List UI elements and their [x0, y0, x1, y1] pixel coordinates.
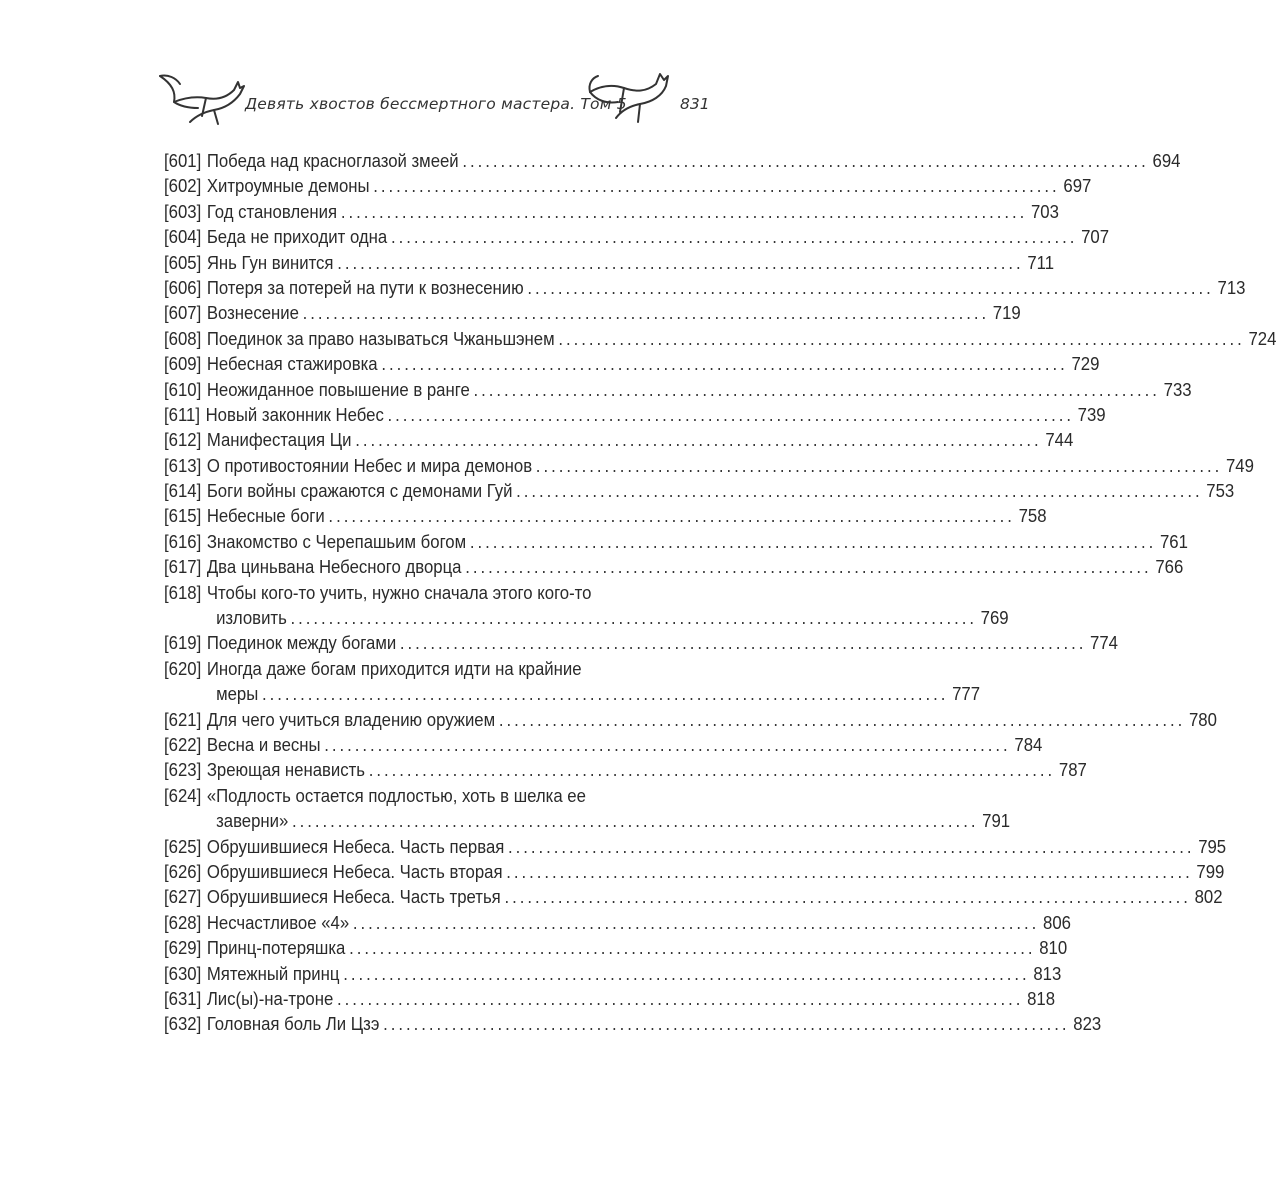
chapter-page: 739 [1077, 404, 1106, 425]
chapter-number: [608] [164, 328, 202, 349]
chapter-title: Поединок за право называться Чжаньшэнем [206, 328, 555, 349]
chapter-title: Новый законник Небес [205, 404, 384, 425]
chapter-number: [626] [164, 861, 202, 882]
chapter-title-continuation: заверни» [216, 811, 289, 832]
chapter-page: 753 [1206, 481, 1235, 502]
chapter-page: 823 [1073, 1014, 1102, 1035]
chapter-page: 707 [1081, 227, 1110, 248]
chapter-title: Победа над красноглазой змеей [206, 151, 459, 171]
toc-entry [164, 378, 1192, 403]
dot-leader: .......................................................................................... [336, 988, 1024, 1009]
chapter-title: Обрушившиеся Небеса. Часть третья [206, 887, 501, 908]
toc-entry [164, 174, 1092, 199]
chapter-page: 758 [1018, 506, 1047, 527]
toc-entry-continuation [164, 809, 1011, 834]
chapter-page: 791 [982, 811, 1011, 832]
book-title: Девять хвостов бессмертного мастера. Том 5 [245, 95, 627, 113]
toc-entry [164, 885, 1223, 910]
dot-leader: .......................................................................................... [302, 303, 990, 324]
chapter-title: Неожиданное повышение в ранге [206, 379, 470, 400]
chapter-number: [629] [164, 938, 202, 959]
chapter-page: 769 [980, 608, 1009, 629]
dot-leader: .......................................................................................... [349, 938, 1036, 959]
chapter-title: Обрушившиеся Небеса. Часть вторая [206, 861, 503, 882]
chapter-title: Вознесение [206, 303, 299, 324]
chapter-title: Янь Гун винится [206, 252, 334, 273]
chapter-page: 802 [1194, 887, 1223, 908]
dot-leader: .......................................................................................... [337, 252, 1024, 273]
chapter-title: Боги войны сражаются с демонами Гуй [206, 481, 513, 502]
toc-entry [164, 251, 1055, 276]
toc-entry [164, 352, 1100, 377]
chapter-title: Манифестация Ци [206, 430, 352, 451]
chapter-number: [624] [164, 785, 202, 806]
toc-entry [164, 1012, 1102, 1037]
chapter-number: [625] [164, 836, 202, 857]
dot-leader: .......................................................................................... [292, 811, 979, 832]
chapter-page: 784 [1014, 734, 1043, 755]
toc-entry [164, 758, 1087, 783]
chapter-number: [610] [164, 379, 202, 400]
dot-leader: .......................................................................................... [343, 963, 1030, 984]
chapter-page: 749 [1225, 455, 1254, 476]
toc-entry [164, 581, 702, 606]
chapter-page: 724 [1248, 328, 1276, 349]
chapter-title: О противостоянии Небес и мира демонов [206, 455, 533, 476]
dot-leader: .......................................................................................... [465, 557, 1152, 578]
dot-leader: .......................................................................................... [261, 684, 949, 705]
chapter-number: [604] [164, 227, 202, 248]
toc-entry [164, 403, 1106, 428]
toc-entry [164, 936, 1068, 961]
chapter-page: 806 [1043, 912, 1071, 933]
chapter-title-continuation: меры [216, 684, 259, 705]
dot-leader: .......................................................................................... [504, 887, 1191, 908]
toc-entry [164, 657, 702, 682]
chapter-title: Поединок между богами [206, 633, 397, 654]
chapter-number: [619] [164, 633, 202, 654]
chapter-title-continuation: изловить [216, 608, 287, 629]
chapter-title: Чтобы кого-то учить, нужно сначала этого кого-то [206, 582, 592, 603]
chapter-page: 713 [1217, 277, 1246, 298]
chapter-page: 766 [1155, 557, 1184, 578]
chapter-title: Год становления [206, 201, 338, 222]
toc-entry [164, 479, 1235, 504]
fox-icon [586, 62, 678, 126]
chapter-number: [612] [164, 430, 202, 451]
dot-leader: .......................................................................................... [399, 633, 1087, 654]
toc-entry [164, 708, 1217, 733]
chapter-number: [613] [164, 455, 202, 476]
chapter-title: Принц-потеряшка [206, 938, 346, 959]
running-header [150, 62, 720, 132]
chapter-number: [611] [164, 404, 200, 425]
dot-leader: .......................................................................................... [473, 379, 1160, 400]
chapter-title: Знакомство с Черепашьим богом [206, 531, 467, 552]
chapter-title: Потеря за потерей на пути к вознесению [206, 277, 524, 298]
chapter-number: [617] [164, 557, 202, 578]
chapter-title: Головная боль Ли Цзэ [206, 1014, 380, 1035]
chapter-title: Для чего учиться владению оружием [206, 709, 496, 730]
dot-leader: .......................................................................................... [516, 481, 1203, 502]
toc-entry [164, 555, 1184, 580]
chapter-number: [605] [164, 252, 202, 273]
chapter-number: [607] [164, 303, 202, 324]
dot-leader: .......................................................................................... [558, 328, 1245, 349]
dot-leader: .......................................................................................... [328, 506, 1015, 527]
chapter-title: Зреющая ненависть [206, 760, 366, 781]
chapter-title: «Подлость остается подлостью, хоть в шелка ее [206, 785, 586, 806]
toc-entry [164, 149, 1181, 174]
chapter-number: [601] [164, 151, 202, 171]
chapter-number: [631] [164, 988, 202, 1009]
chapter-number: [628] [164, 912, 202, 933]
chapter-number: [618] [164, 582, 202, 603]
toc-entry [164, 860, 1225, 885]
chapter-page: 733 [1163, 379, 1192, 400]
chapter-number: [623] [164, 760, 202, 781]
table-of-contents [164, 149, 1276, 1038]
dot-leader: .......................................................................................... [527, 277, 1214, 298]
toc-entry [164, 225, 1110, 250]
toc-entry [164, 200, 1059, 225]
chapter-title: Иногда даже богам приходится идти на крайние [206, 658, 582, 679]
dot-leader: .......................................................................................... [469, 531, 1157, 552]
dot-leader: .......................................................................................... [508, 836, 1195, 857]
chapter-title: Небесная стажировка [206, 354, 378, 375]
chapter-number: [627] [164, 887, 202, 908]
dot-leader: .......................................................................................... [387, 404, 1074, 425]
dot-leader: .......................................................................................... [352, 912, 1040, 933]
chapter-page: 744 [1045, 430, 1074, 451]
dot-leader: .......................................................................................... [383, 1014, 1070, 1035]
chapter-page: 711 [1027, 252, 1055, 273]
chapter-page: 777 [952, 684, 981, 705]
toc-entry [164, 504, 1047, 529]
dot-leader: .......................................................................................... [340, 201, 1028, 222]
chapter-page: 787 [1058, 760, 1087, 781]
dot-leader: .......................................................................................... [462, 151, 1149, 171]
toc-entry-continuation [164, 606, 1009, 631]
dot-leader: .......................................................................................... [324, 734, 1011, 755]
toc-entry [164, 835, 1227, 860]
dot-leader: .......................................................................................... [373, 176, 1060, 197]
chapter-page: 694 [1152, 151, 1181, 171]
toc-entry [164, 733, 1043, 758]
toc-entry [164, 301, 1021, 326]
toc-entry [164, 327, 1276, 352]
toc-entry [164, 962, 1062, 987]
chapter-page: 697 [1063, 176, 1092, 197]
chapter-page: 818 [1027, 988, 1056, 1009]
chapter-page: 780 [1188, 709, 1217, 730]
chapter-page: 813 [1033, 963, 1062, 984]
chapter-number: [609] [164, 354, 202, 375]
chapter-page: 729 [1071, 354, 1100, 375]
dot-leader: .......................................................................................... [506, 861, 1193, 882]
dot-leader: .......................................................................................... [381, 354, 1068, 375]
chapter-title: Лис(ы)-на-троне [206, 988, 334, 1009]
toc-entry [164, 276, 1246, 301]
toc-entry [164, 911, 1071, 936]
chapter-number: [616] [164, 531, 202, 552]
chapter-page: 810 [1039, 938, 1068, 959]
chapter-number: [620] [164, 658, 202, 679]
toc-entry [164, 428, 1074, 453]
chapter-page: 761 [1160, 531, 1188, 552]
chapter-title: Весна и весны [206, 734, 321, 755]
toc-entry [164, 631, 1118, 656]
chapter-number: [602] [164, 176, 202, 197]
fox-icon [154, 62, 246, 126]
chapter-title: Хитроумные демоны [206, 176, 370, 197]
toc-entry [164, 987, 1056, 1012]
chapter-number: [622] [164, 734, 202, 755]
chapter-number: [615] [164, 506, 202, 527]
chapter-page: 703 [1030, 201, 1059, 222]
chapter-number: [614] [164, 481, 202, 502]
dot-leader: .......................................................................................... [368, 760, 1056, 781]
chapter-page: 795 [1198, 836, 1227, 857]
chapter-page: 774 [1090, 633, 1118, 654]
dot-leader: .......................................................................................... [355, 430, 1042, 451]
chapter-number: [621] [164, 709, 202, 730]
dot-leader: .......................................................................................... [535, 455, 1223, 476]
chapter-number: [630] [164, 963, 202, 984]
dot-leader: .......................................................................................... [290, 608, 977, 629]
chapter-title: Небесные боги [206, 506, 325, 527]
dot-leader: .......................................................................................... [390, 227, 1078, 248]
page-number: 831 [680, 95, 710, 113]
chapter-title: Два циньвана Небесного дворца [206, 557, 462, 578]
chapter-number: [632] [164, 1014, 202, 1035]
toc-entry [164, 454, 1254, 479]
chapter-page: 799 [1196, 861, 1225, 882]
chapter-title: Несчастливое «4» [206, 912, 350, 933]
toc-entry-continuation [164, 682, 981, 707]
chapter-title: Беда не приходит одна [206, 227, 388, 248]
toc-entry [164, 530, 1188, 555]
chapter-number: [603] [164, 201, 202, 222]
chapter-title: Мятежный принц [206, 963, 340, 984]
toc-entry [164, 784, 702, 809]
chapter-number: [606] [164, 277, 202, 298]
chapter-title: Обрушившиеся Небеса. Часть первая [206, 836, 505, 857]
dot-leader: .......................................................................................... [498, 709, 1186, 730]
chapter-page: 719 [992, 303, 1021, 324]
